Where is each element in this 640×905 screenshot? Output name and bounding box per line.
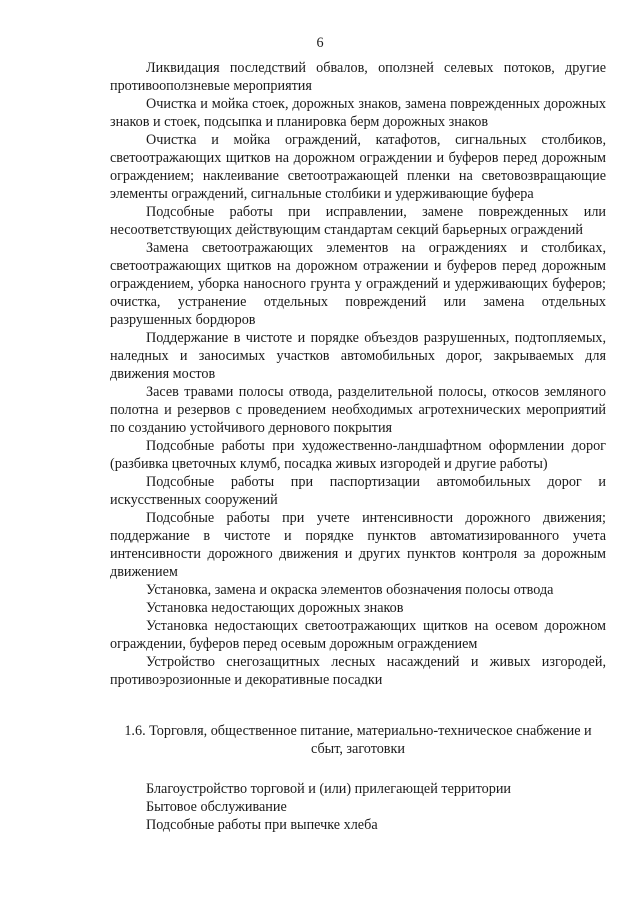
list-item: Подсобные работы при выпечке хлеба	[146, 817, 378, 833]
list-item: Устройство снегозащитных лесных насаждений и живых изгородей, противоэрозионные и декоративные посадки	[110, 654, 606, 688]
list-item: Подсобные работы при художественно-ландшафтном оформлении дорог (разбивка цветочных клумб, посадка живых изгородей и другие работы)	[110, 438, 606, 472]
list-item: Очистка и мойка ограждений, катафотов, сигнальных столбиков, светоотражающих щитков на дорожном ограждении и буферов перед дорожным ограждением; наклеивание светоотражающей пленки на световозвращающие элементы ограждений, сигнальные столбики и удерживающие буфера	[110, 132, 606, 202]
list-item: Очистка и мойка стоек, дорожных знаков, замена поврежденных дорожных знаков и стоек, подсыпка и планировка берм дорожных знаков	[110, 96, 606, 130]
list-item: Подсобные работы при учете интенсивности дорожного движения; поддержание в чистоте и порядке пунктов автоматизированного учета интенсивности дорожного движения и других пунктов контроля за дорожным движением	[110, 510, 606, 580]
section-heading: 1.6. Торговля, общественное питание, материально-техническое снабжение и сбыт, заготовки	[124, 723, 592, 757]
list-item: Ликвидация последствий обвалов, оползней селевых потоков, другие противооползневые мероприятия	[110, 60, 606, 94]
list-item: Установка недостающих светоотражающих щитков на осевом дорожном ограждении, буферов перед осевым дорожным ограждением	[110, 618, 606, 652]
list-item: Поддержание в чистоте и порядке объездов разрушенных, подтопляемых, наледных и заносимых участков автомобильных дорог, закрываемых для движения мостов	[110, 330, 606, 382]
activity-list	[110, 59, 606, 689]
list-item: Бытовое обслуживание	[146, 799, 287, 815]
section-items	[146, 780, 606, 834]
list-item: Установка недостающих дорожных знаков	[146, 600, 404, 616]
list-item: Замена светоотражающих элементов на ограждениях и столбиках, светоотражающих щитков на дорожном отражении и буферов перед дорожным ограждением, уборка наносного грунта у ограждений и удерживающих буферов; очистка, устранение отдельных повреждений или замена отдельных разрушенных бордюров	[110, 240, 606, 328]
page-number: 6	[316, 35, 324, 51]
list-item: Засев травами полосы отвода, разделительной полосы, откосов земляного полотна и резервов с проведением необходимых агротехнических мероприятий по созданию устойчивого дернового покрытия	[110, 384, 606, 436]
list-item: Благоустройство торговой и (или) прилегающей территории	[146, 781, 512, 797]
list-item: Подсобные работы при паспортизации автомобильных дорог и искусственных сооружений	[110, 474, 606, 508]
list-item: Подсобные работы при исправлении, замене поврежденных или несоответствующих действующим стандартам секций барьерных ограждений	[110, 204, 606, 238]
list-item: Установка, замена и окраска элементов обозначения полосы отвода	[146, 582, 554, 598]
